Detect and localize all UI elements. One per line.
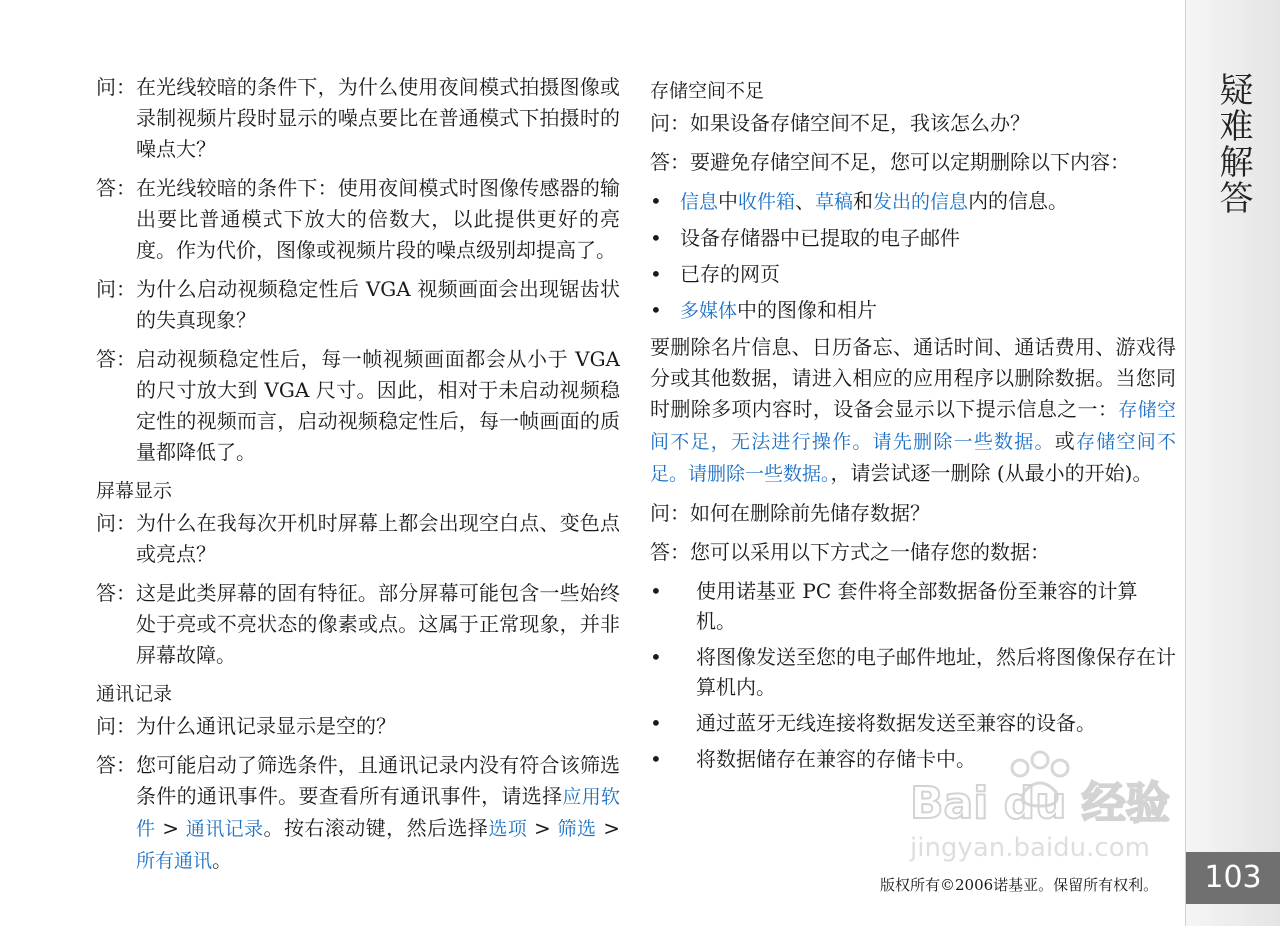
menu-path-messages: 信息 bbox=[680, 191, 719, 213]
question-text: 为什么通讯记录显示是空的？ bbox=[136, 714, 396, 738]
section-title: 疑难解答 bbox=[1213, 72, 1253, 216]
paragraph-text-part: ，请尝试逐一删除 (从最小的开始)。 bbox=[830, 461, 1153, 485]
list-item-text: 设备存储器中已提取的电子邮件 bbox=[680, 226, 960, 250]
question-low-storage bbox=[650, 108, 1176, 139]
left-column bbox=[96, 72, 620, 885]
menu-path-drafts: 草稿 bbox=[815, 191, 854, 213]
question-night-mode bbox=[96, 72, 620, 165]
svg-text:jingyan.baidu.com: jingyan.baidu.com bbox=[910, 833, 1150, 863]
question-save-data bbox=[650, 498, 1176, 529]
list-item-text: 通过蓝牙无线连接将数据发送至兼容的设备。 bbox=[696, 711, 1096, 735]
answer-video-stabilization bbox=[96, 344, 620, 468]
list-item-text: 将数据储存在兼容的存储卡中。 bbox=[696, 747, 976, 771]
list-item bbox=[650, 186, 1176, 217]
menu-path-sent: 发出的信息 bbox=[873, 191, 969, 213]
answer-text: 要避免存储空间不足，您可以定期删除以下内容： bbox=[690, 150, 1130, 174]
path-separator: > bbox=[155, 816, 186, 840]
answer-text: 这是此类屏幕的固有特征。部分屏幕可能包含一些始终处于亮或不亮状态的像素或点。这属于正常现象，并非屏幕故障。 bbox=[136, 581, 620, 667]
question-text: 如何在删除前先储存数据？ bbox=[690, 501, 930, 525]
list-text-part: 和 bbox=[853, 189, 874, 213]
menu-path-filter: 筛选 bbox=[557, 818, 597, 840]
question-text: 在光线较暗的条件下，为什么使用夜间模式拍摄图像或录制视频片段时显示的噪点要比在普通模式下拍摄时的噪点大？ bbox=[136, 75, 620, 161]
bullet-icon: • bbox=[650, 579, 662, 603]
menu-path-call-log: 通讯记录 bbox=[185, 818, 264, 840]
answer-text-part: 。 bbox=[212, 848, 233, 872]
list-text-part: 中的图像和相片 bbox=[737, 298, 878, 322]
question-label: 问： bbox=[96, 75, 136, 99]
question-empty-log bbox=[96, 711, 620, 742]
menu-path-multimedia: 多媒体 bbox=[680, 300, 738, 322]
bullet-icon: • bbox=[650, 226, 662, 250]
paragraph-text-part: 要删除名片信息、日历备忘、通话时间、通话费用、游戏得分或其他数据，请进入相应的应用程序以删除数据。当您同时删除多项内容时，设备会显示以下提示信息之一： bbox=[650, 335, 1176, 421]
question-text: 如果设备存储空间不足，我该怎么办？ bbox=[690, 111, 1030, 135]
delete-items-list bbox=[650, 186, 1176, 326]
answer-text-part: 。按右滚动键，然后选择 bbox=[263, 816, 489, 840]
bullet-icon: • bbox=[650, 298, 662, 322]
answer-text bbox=[136, 750, 620, 877]
list-item bbox=[650, 223, 1176, 253]
answer-text: 启动视频稳定性后，每一帧视频画面都会从小于 VGA 的尺寸放大到 VGA 尺寸。因此，相对于未启动视频稳定性的视频而言，启动视频稳定性后，每一帧画面的质量都降低了。 bbox=[136, 347, 620, 464]
answer-empty-log bbox=[96, 750, 620, 877]
section-heading-storage: 存储空间不足 bbox=[650, 80, 765, 102]
question-screen-dots bbox=[96, 508, 620, 570]
question-text: 为什么在我每次开机时屏幕上都会出现空白点、变色点或亮点？ bbox=[136, 511, 620, 566]
paragraph-text-part: 或 bbox=[1054, 429, 1077, 453]
delete-data-paragraph bbox=[650, 332, 1176, 490]
menu-path-all-communications: 所有通讯 bbox=[136, 850, 213, 872]
menu-path-inbox: 收件箱 bbox=[738, 191, 796, 213]
section-heading-display: 屏幕显示 bbox=[96, 480, 173, 502]
question-label: 问： bbox=[96, 714, 136, 738]
question-label: 问： bbox=[96, 511, 136, 535]
list-item-text: 使用诺基亚 PC 套件将全部数据备份至兼容的计算机。 bbox=[696, 579, 1138, 633]
answer-screen-dots bbox=[96, 578, 620, 671]
answer-night-mode bbox=[96, 173, 620, 266]
answer-save-data bbox=[650, 537, 1176, 568]
answer-label: 答： bbox=[96, 581, 136, 605]
page-number: 103 bbox=[1186, 852, 1280, 904]
question-label: 问： bbox=[650, 501, 690, 525]
answer-label: 答： bbox=[96, 753, 136, 777]
list-item-text bbox=[680, 295, 1176, 326]
svg-text:Bai du 经验: Bai du 经验 bbox=[910, 778, 1170, 829]
list-item-text: 已存的网页 bbox=[680, 262, 780, 286]
bullet-icon: • bbox=[650, 711, 662, 735]
answer-label: 答： bbox=[650, 540, 690, 564]
menu-path-applications: 应用软件 bbox=[136, 786, 620, 840]
save-methods-list bbox=[650, 576, 1176, 774]
list-item bbox=[650, 295, 1176, 326]
right-column bbox=[650, 72, 1176, 780]
list-text-part: 、 bbox=[795, 189, 816, 213]
answer-text: 您可以采用以下方式之一储存您的数据： bbox=[690, 540, 1050, 564]
list-item-text: 将图像发送至您的电子邮件地址，然后将图像保存在计算机内。 bbox=[696, 645, 1176, 699]
list-item bbox=[650, 642, 1176, 702]
question-label: 问： bbox=[650, 111, 690, 135]
list-item bbox=[650, 259, 1176, 289]
answer-low-storage bbox=[650, 147, 1176, 178]
question-video-stabilization bbox=[96, 274, 620, 336]
prompt-message-1: 存储空间不足，无法进行操作。请先删除一些数据。 bbox=[650, 399, 1176, 453]
bullet-icon: • bbox=[650, 262, 662, 286]
question-text: 为什么启动视频稳定性后 VGA 视频画面会出现锯齿状的失真现象？ bbox=[136, 277, 620, 332]
path-separator: > bbox=[527, 816, 558, 840]
question-label: 问： bbox=[96, 277, 136, 301]
list-text-part: 内的信息。 bbox=[968, 189, 1069, 213]
list-item-text bbox=[680, 186, 1176, 217]
answer-text: 在光线较暗的条件下：使用夜间模式时图像传感器的输出要比普通模式下放大的倍数大，以此提供更好的亮度。作为代价，图像或视频片段的噪点级别却提高了。 bbox=[136, 176, 620, 262]
path-separator: > bbox=[596, 816, 620, 840]
answer-label: 答： bbox=[96, 176, 136, 200]
answer-label: 答： bbox=[96, 347, 136, 371]
baidu-watermark-logo bbox=[900, 748, 1180, 868]
copyright-notice: 版权所有©2006诺基亚。保留所有权利。 bbox=[880, 876, 1159, 894]
prompt-message-2: 存储空间不足。请删除一些数据。 bbox=[650, 431, 1176, 485]
answer-text-part: 您可能启动了筛选条件，且通讯记录内没有符合该筛选条件的通讯事件。要查看所有通讯事件，请选择 bbox=[136, 753, 620, 808]
list-item bbox=[650, 576, 1176, 636]
bullet-icon: • bbox=[650, 747, 662, 771]
section-heading-log: 通讯记录 bbox=[96, 683, 173, 705]
menu-path-options: 选项 bbox=[488, 818, 528, 840]
list-item bbox=[650, 708, 1176, 738]
section-sidebar bbox=[1185, 0, 1280, 926]
bullet-icon: • bbox=[650, 189, 662, 213]
answer-label: 答： bbox=[650, 150, 690, 174]
list-text-part: 中 bbox=[718, 189, 739, 213]
bullet-icon: • bbox=[650, 645, 662, 669]
